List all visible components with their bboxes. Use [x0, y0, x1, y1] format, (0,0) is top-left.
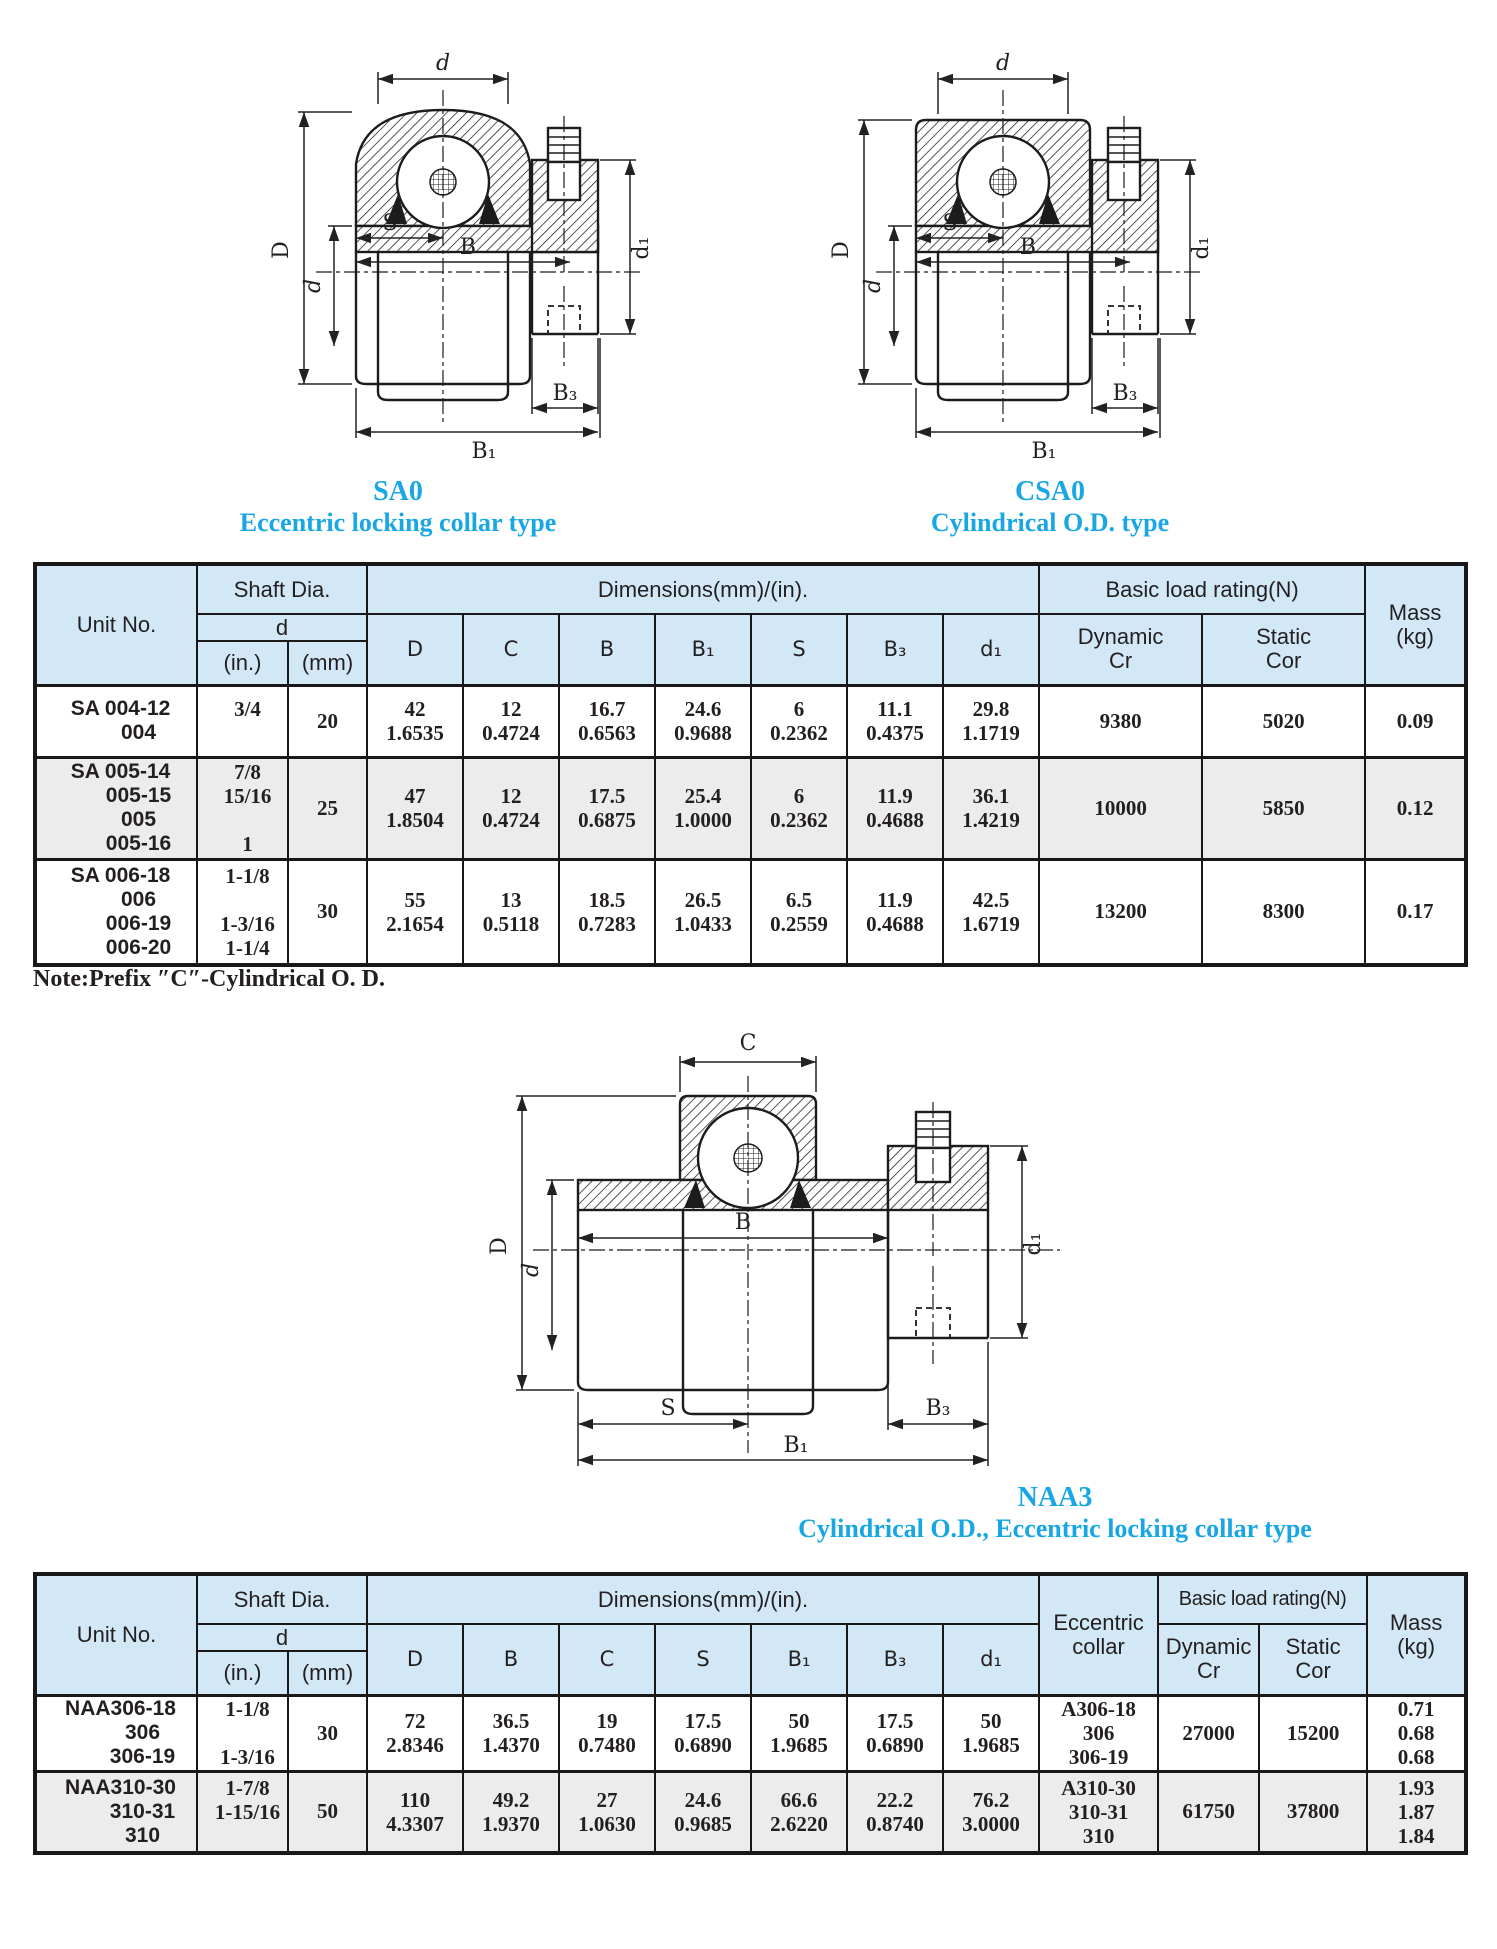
- header-in: (in.): [197, 1651, 288, 1695]
- cell-D: 55 2.1654: [367, 859, 463, 965]
- dim-label-top: C: [739, 1031, 757, 1056]
- cell-D: 42 1.6535: [367, 685, 463, 757]
- csa0-title: [860, 476, 1240, 538]
- dim-label-B1: B₁: [783, 1433, 809, 1458]
- collar-cylinder-outline: [888, 1210, 988, 1338]
- cell-unit-no: NAA310-30 310-31 310: [35, 1771, 197, 1853]
- dim-label-B: B: [459, 235, 477, 260]
- cell-shaft-mm: 50: [288, 1771, 367, 1853]
- cell-B3: 11.9 0.4688: [847, 859, 943, 965]
- sa0-spec-table: [33, 562, 1468, 967]
- cell-dynamic-cr: 13200: [1039, 859, 1202, 965]
- col-header-d1: d₁: [943, 614, 1039, 685]
- cell-d1: 50 1.9685: [943, 1695, 1039, 1771]
- header-d: d: [197, 614, 367, 641]
- cell-shaft-mm: 30: [288, 1695, 367, 1771]
- dim-label-B3: B₃: [925, 1396, 951, 1421]
- cell-dynamic-cr: 61750: [1158, 1771, 1259, 1853]
- header-mass: Mass (kg): [1367, 1574, 1466, 1695]
- cell-B1: 26.5 1.0433: [655, 859, 751, 965]
- sleeve-outline: [578, 1210, 888, 1390]
- cell-B1: 50 1.9685: [751, 1695, 847, 1771]
- cell-unit-no: NAA306-18 306 306-19: [35, 1695, 197, 1771]
- cell-B3: 17.5 0.6890: [847, 1695, 943, 1771]
- cell-S: 24.6 0.9685: [655, 1771, 751, 1853]
- collar-cylinder-outline: [1092, 252, 1158, 334]
- table-row: [35, 685, 1466, 757]
- cell-B: 36.5 1.4370: [463, 1695, 559, 1771]
- cell-D: 72 2.8346: [367, 1695, 463, 1771]
- cell-d1: 76.2 3.0000: [943, 1771, 1039, 1853]
- header-mm: (mm): [288, 1651, 367, 1695]
- cell-shaft-mm: 25: [288, 757, 367, 859]
- cell-B: 18.5 0.7283: [559, 859, 655, 965]
- header-mm: (mm): [288, 641, 367, 685]
- cell-B1: 24.6 0.9688: [655, 685, 751, 757]
- dim-label-top: d: [435, 51, 451, 76]
- cell-unit-no: SA 006-18 006 006-19 006-20: [35, 859, 197, 965]
- cell-B3: 11.9 0.4688: [847, 757, 943, 859]
- cell-S: 6 0.2362: [751, 685, 847, 757]
- header-d: d: [197, 1624, 367, 1651]
- cell-mass: 0.17: [1365, 859, 1466, 965]
- cell-eccentric-collar: A306-18 306 306-19: [1039, 1695, 1158, 1771]
- col-header-B3: B₃: [847, 614, 943, 685]
- cell-dynamic-cr: 9380: [1039, 685, 1202, 757]
- dim-label-B: B: [734, 1210, 752, 1235]
- header-basic-load: Basic load rating(N): [1158, 1574, 1367, 1624]
- cell-d1: 29.8 1.1719: [943, 685, 1039, 757]
- cell-B: 17.5 0.6875: [559, 757, 655, 859]
- dim-label-D: D: [269, 241, 294, 259]
- cell-S: 6.5 0.2559: [751, 859, 847, 965]
- dim-label-S: S: [660, 1396, 676, 1421]
- dim-label-D: D: [487, 1237, 512, 1255]
- cell-C: 27 1.0630: [559, 1771, 655, 1853]
- cell-C: 12 0.4724: [463, 757, 559, 859]
- cell-B: 16.7 0.6563: [559, 685, 655, 757]
- table-row: [35, 859, 1466, 965]
- cell-shaft-mm: 30: [288, 859, 367, 965]
- col-header-C: C: [559, 1624, 655, 1695]
- dim-label-d1: d₁: [1021, 1232, 1046, 1256]
- col-header-B3: B₃: [847, 1624, 943, 1695]
- dim-label-S: S: [382, 211, 398, 236]
- col-header-C: C: [463, 614, 559, 685]
- dim-label-B3: B₃: [552, 381, 578, 406]
- cell-B1: 25.4 1.0000: [655, 757, 751, 859]
- sa0-code: SA0: [373, 476, 423, 507]
- cell-static-cor: 15200: [1259, 1695, 1367, 1771]
- header-dimensions: Dimensions(mm)/(in).: [367, 564, 1039, 614]
- sa0-diagram: [228, 24, 660, 466]
- cell-mass: 0.12: [1365, 757, 1466, 859]
- col-header-B1: B₁: [655, 614, 751, 685]
- naa3-diagram: [428, 998, 1072, 1490]
- cell-B: 49.2 1.9370: [463, 1771, 559, 1853]
- header-static-cor: Static Cor: [1202, 614, 1365, 685]
- cell-static-cor: 37800: [1259, 1771, 1367, 1853]
- table-row: [35, 1771, 1466, 1853]
- cell-shaft-in: 1-7/8 1-15/16: [197, 1771, 288, 1853]
- naa3-title: [680, 1482, 1430, 1544]
- cell-unit-no: SA 004-12 004: [35, 685, 197, 757]
- naa3-code: NAA3: [1017, 1482, 1093, 1513]
- csa0-caption: Cylindrical O.D. type: [930, 508, 1170, 537]
- cell-d1: 42.5 1.6719: [943, 859, 1039, 965]
- cell-shaft-in: 3/4: [197, 685, 288, 757]
- cell-static-cor: 8300: [1202, 859, 1365, 965]
- header-dynamic-cr: Dynamic Cr: [1158, 1624, 1259, 1695]
- cell-mass: 0.71 0.68 0.68: [1367, 1695, 1466, 1771]
- cell-C: 13 0.5118: [463, 859, 559, 965]
- cell-shaft-in: 7/8 15/16 1: [197, 757, 288, 859]
- collar-cylinder-outline: [532, 252, 598, 334]
- sa0-title: [208, 476, 588, 538]
- sa0-caption: Eccentric locking collar type: [239, 508, 557, 537]
- cell-B3: 22.2 0.8740: [847, 1771, 943, 1853]
- dim-label-d1: d₁: [1189, 236, 1214, 260]
- csa0-code: CSA0: [1014, 476, 1085, 507]
- dim-label-S: S: [942, 211, 958, 236]
- cell-unit-no: SA 005-14 005-15 005 005-16: [35, 757, 197, 859]
- cell-eccentric-collar: A310-30 310-31 310: [1039, 1771, 1158, 1853]
- dim-label-B1: B₁: [1031, 439, 1057, 464]
- cell-S: 6 0.2362: [751, 757, 847, 859]
- dim-label-d1: d₁: [629, 236, 654, 260]
- cell-S: 17.5 0.6890: [655, 1695, 751, 1771]
- header-eccentric-collar: Eccentric collar: [1039, 1574, 1158, 1695]
- dim-label-D: D: [829, 241, 854, 259]
- header-unit-no: Unit No.: [35, 1574, 197, 1695]
- naa3-spec-table: [33, 1572, 1468, 1855]
- cell-C: 19 0.7480: [559, 1695, 655, 1771]
- cell-D: 110 4.3307: [367, 1771, 463, 1853]
- col-header-B: B: [463, 1624, 559, 1695]
- header-mass: Mass (kg): [1365, 564, 1466, 685]
- dim-label-B: B: [1019, 235, 1037, 260]
- col-header-S: S: [655, 1624, 751, 1695]
- cell-D: 47 1.8504: [367, 757, 463, 859]
- cell-B1: 66.6 2.6220: [751, 1771, 847, 1853]
- header-dynamic-cr: Dynamic Cr: [1039, 614, 1202, 685]
- dim-label-top: d: [995, 51, 1011, 76]
- cell-static-cor: 5020: [1202, 685, 1365, 757]
- col-header-d1: d₁: [943, 1624, 1039, 1695]
- table-row: [35, 757, 1466, 859]
- header-unit-no: Unit No.: [35, 564, 197, 685]
- cell-shaft-in: 1-1/8 1-3/16: [197, 1695, 288, 1771]
- cell-d1: 36.1 1.4219: [943, 757, 1039, 859]
- header-dimensions: Dimensions(mm)/(in).: [367, 1574, 1039, 1624]
- header-shaft-dia: Shaft Dia.: [197, 1574, 367, 1624]
- naa3-caption: Cylindrical O.D., Eccentric locking collar type: [798, 1514, 1312, 1543]
- col-header-B1: B₁: [751, 1624, 847, 1695]
- cell-C: 12 0.4724: [463, 685, 559, 757]
- header-basic-load: Basic load rating(N): [1039, 564, 1365, 614]
- note-text: Note:Prefix ″C″-Cylindrical O. D.: [33, 966, 385, 992]
- cell-B3: 11.1 0.4375: [847, 685, 943, 757]
- csa0-diagram: [788, 24, 1220, 466]
- table-row: [35, 1695, 1466, 1771]
- cell-mass: 1.93 1.87 1.84: [1367, 1771, 1466, 1853]
- header-in: (in.): [197, 641, 288, 685]
- dim-label-d: d: [861, 278, 886, 294]
- col-header-D: D: [367, 1624, 463, 1695]
- cell-dynamic-cr: 27000: [1158, 1695, 1259, 1771]
- dim-label-d: d: [301, 278, 326, 294]
- cell-shaft-mm: 20: [288, 685, 367, 757]
- cell-shaft-in: 1-1/8 1-3/16 1-1/4: [197, 859, 288, 965]
- dim-label-B3: B₃: [1112, 381, 1138, 406]
- cell-dynamic-cr: 10000: [1039, 757, 1202, 859]
- header-static-cor: Static Cor: [1259, 1624, 1367, 1695]
- cell-mass: 0.09: [1365, 685, 1466, 757]
- header-shaft-dia: Shaft Dia.: [197, 564, 367, 614]
- dim-label-B1: B₁: [471, 439, 497, 464]
- col-header-S: S: [751, 614, 847, 685]
- col-header-D: D: [367, 614, 463, 685]
- dim-label-d: d: [519, 1262, 544, 1278]
- cell-static-cor: 5850: [1202, 757, 1365, 859]
- col-header-B: B: [559, 614, 655, 685]
